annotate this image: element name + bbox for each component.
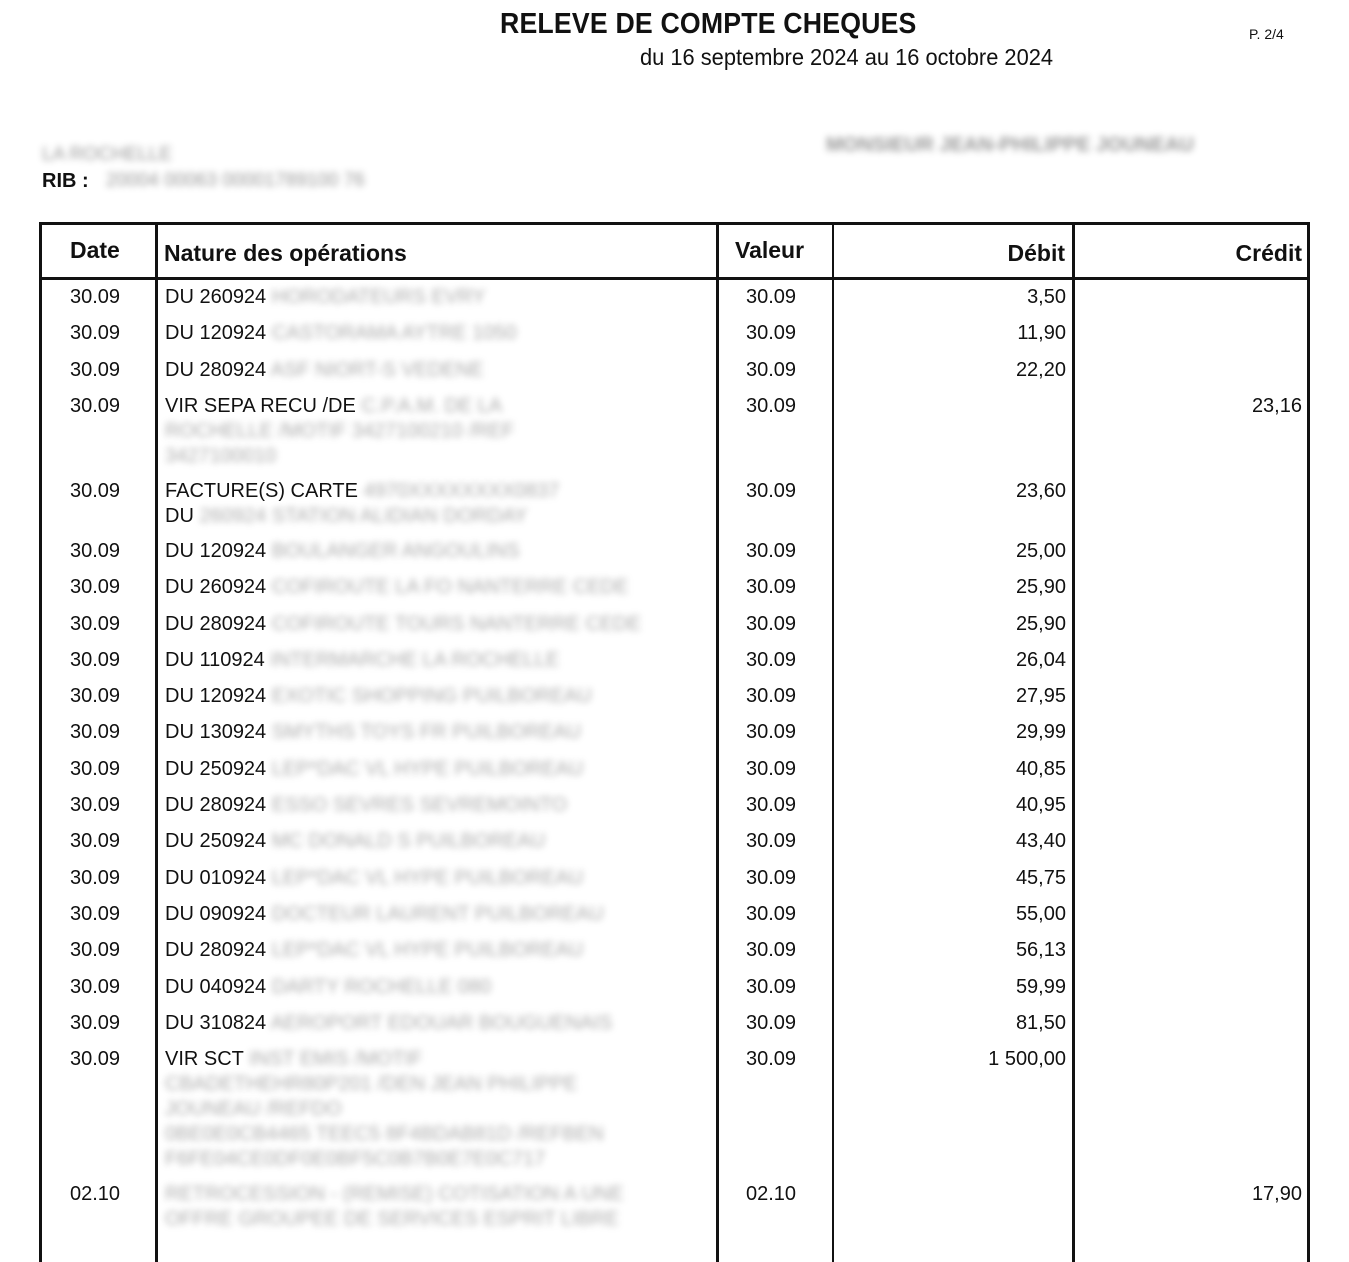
row-valeur: 30.09 bbox=[746, 394, 797, 417]
row-debit: 1 500,00 bbox=[988, 1048, 1066, 1071]
nature-line bbox=[165, 903, 604, 928]
header-valeur: Valeur bbox=[735, 237, 805, 263]
nature-line bbox=[165, 1208, 624, 1233]
row-debit: 59,99 bbox=[1015, 975, 1066, 998]
row-debit: 40,85 bbox=[1015, 757, 1066, 780]
statement-title: RELEVE DE COMPTE CHEQUES bbox=[500, 8, 917, 40]
nature-line bbox=[165, 1098, 604, 1123]
row-debit: 22,20 bbox=[1015, 358, 1066, 381]
row-nature bbox=[165, 867, 583, 892]
nature-text: DU 250924 bbox=[165, 757, 272, 780]
row-nature bbox=[165, 758, 583, 783]
header-debit: Débit bbox=[1007, 240, 1065, 266]
redacted-merchant: EXOTIC SHOPPING PUILBOREAU bbox=[271, 685, 592, 708]
nature-line bbox=[165, 649, 559, 674]
nature-text: DU 280924 bbox=[165, 794, 272, 816]
row-nature bbox=[165, 1012, 612, 1037]
nature-text: DU 250924 bbox=[165, 830, 272, 853]
row-valeur: 30.09 bbox=[746, 612, 797, 635]
nature-text: DU 260924 bbox=[165, 576, 272, 599]
redacted-merchant: MC DONALD S PUILBOREAU bbox=[271, 830, 546, 853]
redacted-merchant: SMYTHS TOYS FR PUILBOREAU bbox=[271, 721, 582, 744]
redacted-merchant: C.P.A.M. DE LA bbox=[361, 394, 503, 417]
row-date: 30.09 bbox=[70, 757, 121, 780]
nature-line bbox=[165, 1183, 624, 1208]
row-debit: 27,95 bbox=[1015, 685, 1066, 708]
nature-text: DU 120924 bbox=[165, 322, 272, 345]
nature-line bbox=[165, 721, 581, 746]
redacted-merchant: CASTORAMA AYTRE 1050 bbox=[271, 322, 517, 345]
nature-line bbox=[165, 685, 592, 710]
redacted-rib: 20004 00063 00001789100 76 bbox=[106, 170, 365, 191]
row-date: 30.09 bbox=[70, 866, 121, 889]
row-valeur: 30.09 bbox=[746, 685, 797, 708]
redacted-merchant: DOCTEUR LAURENT PUILBOREAU bbox=[271, 902, 604, 925]
nature-text: DU 310824 bbox=[165, 1011, 271, 1034]
row-date: 30.09 bbox=[70, 902, 121, 925]
nature-line bbox=[165, 613, 641, 638]
nature-text: VIR SCT bbox=[165, 1048, 250, 1071]
nature-line bbox=[165, 976, 491, 1001]
row-debit: 3,50 bbox=[1027, 286, 1066, 308]
header-divider bbox=[42, 277, 1307, 280]
row-valeur: 30.09 bbox=[746, 576, 797, 599]
nature-text: DU bbox=[165, 504, 200, 527]
row-nature bbox=[165, 359, 484, 384]
row-valeur: 30.09 bbox=[746, 322, 797, 345]
row-nature bbox=[165, 395, 514, 470]
nature-text: DU 040924 bbox=[165, 975, 272, 998]
row-date: 02.10 bbox=[70, 1183, 121, 1206]
row-debit: 40,95 bbox=[1015, 794, 1066, 816]
nature-line bbox=[165, 794, 567, 819]
page-number: P. 2/4 bbox=[1249, 26, 1284, 42]
row-valeur: 30.09 bbox=[746, 721, 797, 744]
redacted-account-holder: MONSIEUR JEAN-PHILIPPE JOUNEAU bbox=[826, 134, 1194, 156]
row-valeur: 30.09 bbox=[746, 539, 797, 562]
row-nature bbox=[165, 903, 604, 928]
statement-period: du 16 septembre 2024 au 16 octobre 2024 bbox=[640, 44, 1054, 70]
row-debit: 26,04 bbox=[1015, 648, 1066, 671]
row-credit: 17,90 bbox=[1251, 1183, 1302, 1206]
nature-line bbox=[165, 480, 559, 505]
row-nature bbox=[165, 976, 491, 1001]
nature-text: DU 090924 bbox=[165, 902, 272, 925]
nature-line bbox=[165, 359, 484, 384]
nature-text: FACTURE(S) CARTE bbox=[165, 479, 364, 502]
row-debit: 11,90 bbox=[1017, 322, 1066, 345]
row-date: 30.09 bbox=[70, 358, 121, 381]
nature-line bbox=[165, 540, 520, 565]
redacted-merchant: ASF NIORT-S VEDENE bbox=[270, 358, 484, 381]
nature-line bbox=[165, 939, 583, 964]
row-debit: 81,50 bbox=[1015, 1011, 1066, 1034]
row-credit: 23,16 bbox=[1251, 394, 1302, 417]
row-nature bbox=[165, 794, 567, 819]
row-date: 30.09 bbox=[70, 830, 121, 853]
row-date: 30.09 bbox=[70, 939, 121, 962]
redacted-city: LA ROCHELLE bbox=[42, 144, 172, 165]
row-valeur: 30.09 bbox=[746, 939, 797, 962]
row-date: 30.09 bbox=[70, 794, 121, 816]
column-divider bbox=[832, 225, 834, 1262]
column-divider bbox=[1072, 225, 1075, 1262]
row-valeur: 30.09 bbox=[746, 902, 797, 925]
row-valeur: 30.09 bbox=[746, 648, 797, 671]
redacted-merchant: INST EMIS /MOTIF bbox=[249, 1048, 423, 1071]
row-debit: 43,40 bbox=[1015, 830, 1066, 853]
redacted-merchant: JOUNEAU /REFDO bbox=[165, 1098, 342, 1121]
row-valeur: 30.09 bbox=[746, 866, 797, 889]
column-divider bbox=[716, 225, 719, 1262]
nature-line bbox=[165, 1012, 612, 1037]
row-nature bbox=[165, 1048, 604, 1173]
header-credit: Crédit bbox=[1235, 240, 1302, 266]
redacted-merchant: ROCHELLE /MOTIF 3427100210 /REF bbox=[165, 419, 515, 442]
redacted-merchant: LEP*DAC VL HYPE PUILBOREAU bbox=[271, 757, 584, 780]
row-valeur: 30.09 bbox=[746, 757, 797, 780]
nature-line bbox=[165, 420, 514, 445]
redacted-merchant: BOULANGER ANGOULINS bbox=[271, 539, 520, 562]
redacted-merchant: LEP*DAC VL HYPE PUILBOREAU bbox=[271, 939, 584, 962]
row-nature bbox=[165, 1183, 624, 1233]
redacted-merchant: CBADETHEHR80P201 /DEN JEAN PHILIPPE bbox=[165, 1073, 578, 1096]
row-valeur: 30.09 bbox=[746, 286, 797, 308]
redacted-merchant: 260924 STATION ALIDIAN DORDAY bbox=[199, 504, 528, 527]
row-valeur: 30.09 bbox=[746, 358, 797, 381]
row-nature bbox=[165, 613, 641, 638]
row-nature bbox=[165, 830, 545, 855]
row-date: 30.09 bbox=[70, 612, 121, 635]
redacted-merchant: OFFRE GROUPEE DE SERVICES ESPRIT LIBRE bbox=[165, 1208, 619, 1231]
row-nature bbox=[165, 322, 517, 347]
row-valeur: 30.09 bbox=[746, 479, 797, 502]
nature-text: DU 280924 bbox=[165, 612, 272, 635]
nature-line bbox=[165, 1123, 604, 1148]
nature-line bbox=[165, 322, 517, 347]
nature-line bbox=[165, 1048, 604, 1073]
nature-line bbox=[165, 1073, 604, 1098]
row-debit: 25,00 bbox=[1015, 539, 1066, 562]
redacted-merchant: INTERMARCHE LA ROCHELLE bbox=[270, 648, 560, 671]
redacted-merchant: AEROPORT EDOUAR BOUGUENAIS bbox=[270, 1011, 613, 1034]
redacted-merchant: RETROCESSION - (REMISE) COTISATION A UNE bbox=[165, 1183, 624, 1206]
row-nature bbox=[165, 685, 592, 710]
row-date: 30.09 bbox=[70, 479, 121, 502]
nature-line bbox=[165, 830, 545, 855]
row-debit: 56,13 bbox=[1015, 939, 1066, 962]
row-nature bbox=[165, 939, 583, 964]
row-nature bbox=[165, 721, 581, 746]
row-debit: 55,00 bbox=[1015, 902, 1066, 925]
row-debit: 25,90 bbox=[1015, 576, 1066, 599]
row-nature bbox=[165, 540, 520, 565]
row-date: 30.09 bbox=[70, 576, 121, 599]
header-date: Date bbox=[70, 237, 120, 263]
row-valeur: 30.09 bbox=[746, 794, 797, 816]
redacted-merchant: 3427100010 bbox=[165, 444, 277, 467]
row-valeur: 30.09 bbox=[746, 830, 797, 853]
redacted-merchant: F6FE04CE0DF0E0BF5C0B7B0E7E0C717 bbox=[165, 1148, 546, 1171]
nature-text: DU 120924 bbox=[165, 685, 272, 708]
nature-text: DU 110924 bbox=[165, 648, 271, 671]
rib-label: RIB : bbox=[42, 170, 89, 192]
row-date: 30.09 bbox=[70, 539, 121, 562]
row-debit: 45,75 bbox=[1015, 866, 1066, 889]
row-valeur: 30.09 bbox=[746, 1011, 797, 1034]
row-nature bbox=[165, 286, 486, 311]
nature-text: DU 010924 bbox=[165, 866, 272, 889]
row-date: 30.09 bbox=[70, 1048, 121, 1071]
header-nature: Nature des opérations bbox=[164, 240, 407, 266]
nature-line bbox=[165, 286, 486, 311]
nature-text: DU 260924 bbox=[165, 286, 272, 308]
redacted-merchant: HORODATEURS EVRY bbox=[271, 286, 486, 308]
nature-line bbox=[165, 867, 583, 892]
nature-line bbox=[165, 758, 583, 783]
nature-text: DU 120924 bbox=[165, 539, 272, 562]
row-date: 30.09 bbox=[70, 322, 121, 345]
column-divider bbox=[155, 225, 158, 1262]
nature-text: DU 280924 bbox=[165, 939, 272, 962]
row-date: 30.09 bbox=[70, 1011, 121, 1034]
redacted-merchant: LEP*DAC VL HYPE PUILBOREAU bbox=[271, 866, 584, 889]
transactions-table bbox=[39, 222, 1310, 1262]
row-nature bbox=[165, 480, 559, 530]
row-valeur: 02.10 bbox=[746, 1183, 797, 1206]
redacted-merchant: 4970XXXXXXXX0837 bbox=[363, 479, 560, 502]
nature-line bbox=[165, 505, 559, 530]
redacted-merchant: DARTY ROCHELLE 080 bbox=[271, 975, 492, 998]
row-nature bbox=[165, 576, 628, 601]
nature-text: DU 130924 bbox=[165, 721, 272, 744]
nature-line bbox=[165, 445, 514, 470]
row-debit: 29,99 bbox=[1015, 721, 1066, 744]
nature-line bbox=[165, 576, 628, 601]
row-date: 30.09 bbox=[70, 648, 121, 671]
row-valeur: 30.09 bbox=[746, 975, 797, 998]
redacted-merchant: COFIROUTE LA FO NANTERRE CEDE bbox=[271, 576, 629, 599]
row-date: 30.09 bbox=[70, 721, 121, 744]
nature-text: DU 280924 bbox=[165, 358, 271, 381]
row-debit: 23,60 bbox=[1015, 479, 1066, 502]
nature-text: VIR SEPA RECU /DE bbox=[165, 394, 362, 417]
row-valeur: 30.09 bbox=[746, 1048, 797, 1071]
nature-line bbox=[165, 1148, 604, 1173]
row-nature bbox=[165, 649, 559, 674]
row-debit: 25,90 bbox=[1015, 612, 1066, 635]
redacted-merchant: 0BE0E0CB4465 TEEC5 8F4BDAB81D /REFBEN bbox=[165, 1123, 604, 1146]
row-date: 30.09 bbox=[70, 394, 121, 417]
redacted-merchant: ESSO SEVRES SEVREMOINTO bbox=[271, 794, 568, 816]
redacted-merchant: COFIROUTE TOURS NANTERRE CEDE bbox=[271, 612, 642, 635]
row-date: 30.09 bbox=[70, 975, 121, 998]
row-date: 30.09 bbox=[70, 685, 121, 708]
nature-line bbox=[165, 395, 514, 420]
row-date: 30.09 bbox=[70, 286, 121, 308]
